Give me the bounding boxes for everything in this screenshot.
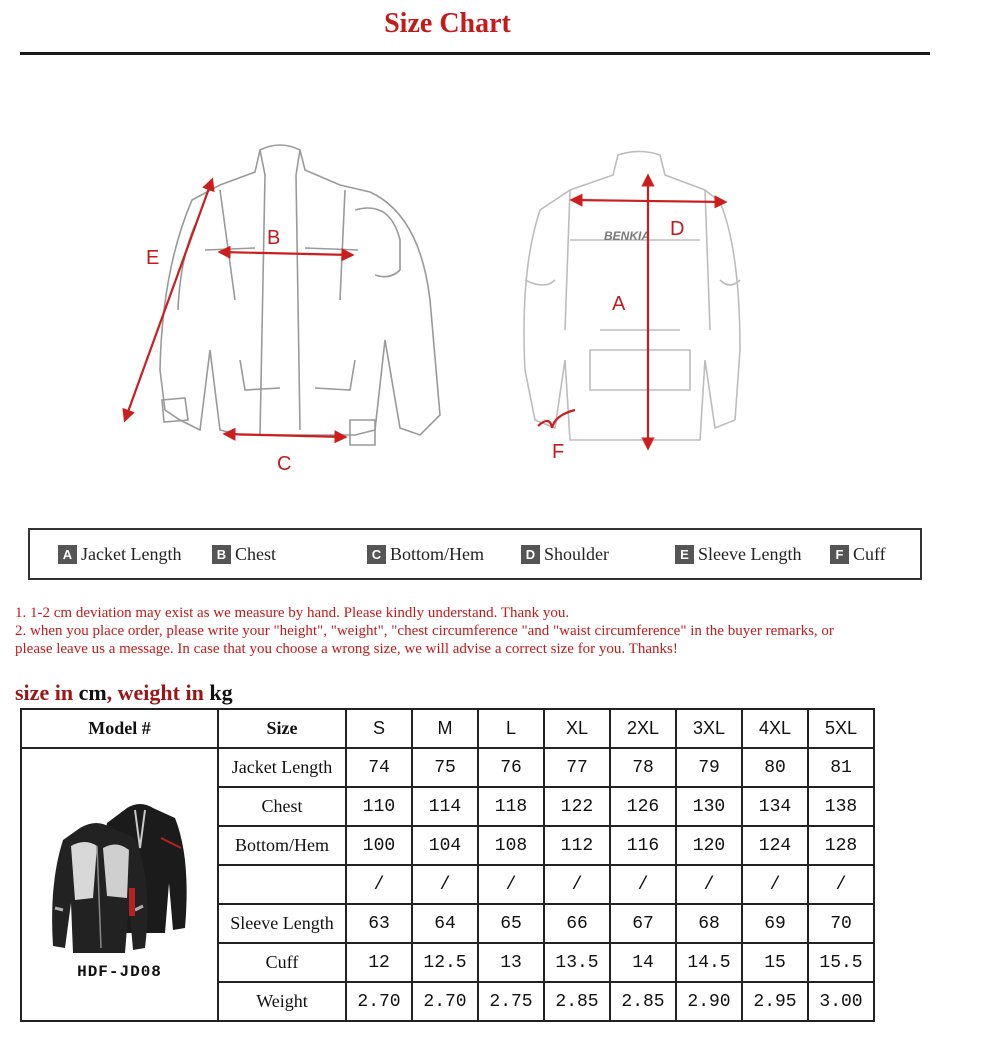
size-table: [20, 708, 875, 1022]
table-cell: 12: [346, 943, 412, 982]
legend-label: Jacket Length: [81, 544, 182, 564]
table-cell: 13: [478, 943, 544, 982]
table-cell: 122: [544, 787, 610, 826]
table-cell: 65: [478, 904, 544, 943]
units-heading: [15, 680, 233, 706]
table-cell: 114: [412, 787, 478, 826]
title-divider: [20, 52, 930, 55]
units-kg: kg: [209, 680, 233, 705]
model-cell: [21, 748, 218, 1021]
row-label: Chest: [218, 787, 346, 826]
table-cell: 81: [808, 748, 874, 787]
row-label: [218, 865, 346, 904]
table-cell: 2.85: [610, 982, 676, 1021]
legend-mark-icon: A: [58, 545, 77, 564]
legend-mark-icon: B: [212, 545, 231, 564]
size-col-header: 5XL: [808, 709, 874, 748]
table-row: [21, 748, 874, 787]
brand-logo-text: BENKIA: [604, 229, 651, 243]
front-label-e: E: [146, 247, 160, 269]
table-cell: 66: [544, 904, 610, 943]
table-cell: 79: [676, 748, 742, 787]
legend-label: Shoulder: [544, 544, 609, 564]
table-cell: 2.95: [742, 982, 808, 1021]
back-label-d: D: [670, 218, 685, 240]
front-jacket-illustration: [160, 145, 440, 445]
table-cell: 76: [478, 748, 544, 787]
size-col-header: 2XL: [610, 709, 676, 748]
table-cell: 116: [610, 826, 676, 865]
table-cell: 80: [742, 748, 808, 787]
table-cell: 67: [610, 904, 676, 943]
table-cell: 13.5: [544, 943, 610, 982]
table-header-row: [21, 709, 874, 748]
table-cell: 2.85: [544, 982, 610, 1021]
size-col-header: S: [346, 709, 412, 748]
table-cell: 130: [676, 787, 742, 826]
note-order-instructions: 2. when you place order, please write your "height", "weight", "chest circumference "and "waist circumference" in the buyer remarks, or please leave us a message. In case that you choose a wrong size, we will advise a correct size for you. Thanks!: [15, 623, 834, 657]
table-cell: 100: [346, 826, 412, 865]
legend-mark-icon: E: [675, 545, 694, 564]
model-header: Model #: [21, 709, 218, 748]
legend-label: Bottom/Hem: [390, 544, 484, 564]
size-col-header: L: [478, 709, 544, 748]
table-cell: 2.70: [412, 982, 478, 1021]
units-cm: cm: [78, 680, 107, 705]
size-col-header: 4XL: [742, 709, 808, 748]
legend-mark-icon: F: [830, 545, 849, 564]
table-cell: 134: [742, 787, 808, 826]
table-cell: 2.90: [676, 982, 742, 1021]
table-cell: 15.5: [808, 943, 874, 982]
units-weight-in: , weight in: [106, 680, 210, 705]
table-cell: 14.5: [676, 943, 742, 982]
table-cell: 2.75: [478, 982, 544, 1021]
table-cell: 64: [412, 904, 478, 943]
table-cell: 128: [808, 826, 874, 865]
table-cell: 126: [610, 787, 676, 826]
table-cell: 78: [610, 748, 676, 787]
note-deviation: 1. 1-2 cm deviation may exist as we measure by hand. Please kindly understand. Thank you.: [15, 605, 570, 621]
table-cell: 138: [808, 787, 874, 826]
page-title: Size Chart: [384, 8, 511, 39]
table-cell: 104: [412, 826, 478, 865]
table-cell: 77: [544, 748, 610, 787]
table-cell: 68: [676, 904, 742, 943]
row-label: Sleeve Length: [218, 904, 346, 943]
legend-mark-icon: C: [367, 545, 386, 564]
table-cell: 2.70: [346, 982, 412, 1021]
row-label: Jacket Length: [218, 748, 346, 787]
size-col-header: 3XL: [676, 709, 742, 748]
table-cell: 124: [742, 826, 808, 865]
table-cell: /: [808, 865, 874, 904]
table-cell: /: [412, 865, 478, 904]
legend-item-shoulder: [521, 544, 609, 565]
table-cell: 14: [610, 943, 676, 982]
table-cell: /: [742, 865, 808, 904]
table-cell: 70: [808, 904, 874, 943]
legend-item-sleeve-length: [675, 544, 801, 565]
legend-item-chest: [212, 544, 276, 565]
jacket-measurement-diagram: [100, 130, 890, 490]
table-cell: /: [544, 865, 610, 904]
legend-mark-icon: D: [521, 545, 540, 564]
front-label-b: B: [267, 227, 281, 249]
back-label-f: F: [552, 441, 565, 463]
back-label-a: A: [612, 293, 626, 315]
units-size-in: size in: [15, 680, 79, 705]
table-cell: /: [478, 865, 544, 904]
table-cell: 118: [478, 787, 544, 826]
row-label: Weight: [218, 982, 346, 1021]
jacket-product-image: [45, 788, 195, 953]
model-name: HDF-JD08: [77, 963, 162, 981]
legend-label: Chest: [235, 544, 277, 564]
size-header: Size: [218, 709, 346, 748]
table-cell: 15: [742, 943, 808, 982]
legend-item-bottom-hem: [367, 544, 484, 565]
back-jacket-illustration: [524, 152, 740, 441]
table-cell: 75: [412, 748, 478, 787]
table-cell: 3.00: [808, 982, 874, 1021]
table-cell: /: [610, 865, 676, 904]
front-measurement-arrows: [125, 180, 352, 437]
table-cell: /: [346, 865, 412, 904]
legend-item-jacket-length: [58, 544, 181, 565]
legend-label: Cuff: [853, 544, 886, 564]
measurement-legend: [28, 528, 922, 580]
measurement-notes: [15, 604, 875, 658]
front-label-c: C: [277, 453, 292, 475]
table-cell: 63: [346, 904, 412, 943]
table-cell: 120: [676, 826, 742, 865]
row-label: Cuff: [218, 943, 346, 982]
table-cell: 69: [742, 904, 808, 943]
table-cell: 108: [478, 826, 544, 865]
size-col-header: M: [412, 709, 478, 748]
legend-item-cuff: [830, 544, 886, 565]
size-col-header: XL: [544, 709, 610, 748]
table-cell: 12.5: [412, 943, 478, 982]
table-cell: 74: [346, 748, 412, 787]
table-cell: 112: [544, 826, 610, 865]
table-cell: /: [676, 865, 742, 904]
table-cell: 110: [346, 787, 412, 826]
legend-label: Sleeve Length: [698, 544, 802, 564]
row-label: Bottom/Hem: [218, 826, 346, 865]
